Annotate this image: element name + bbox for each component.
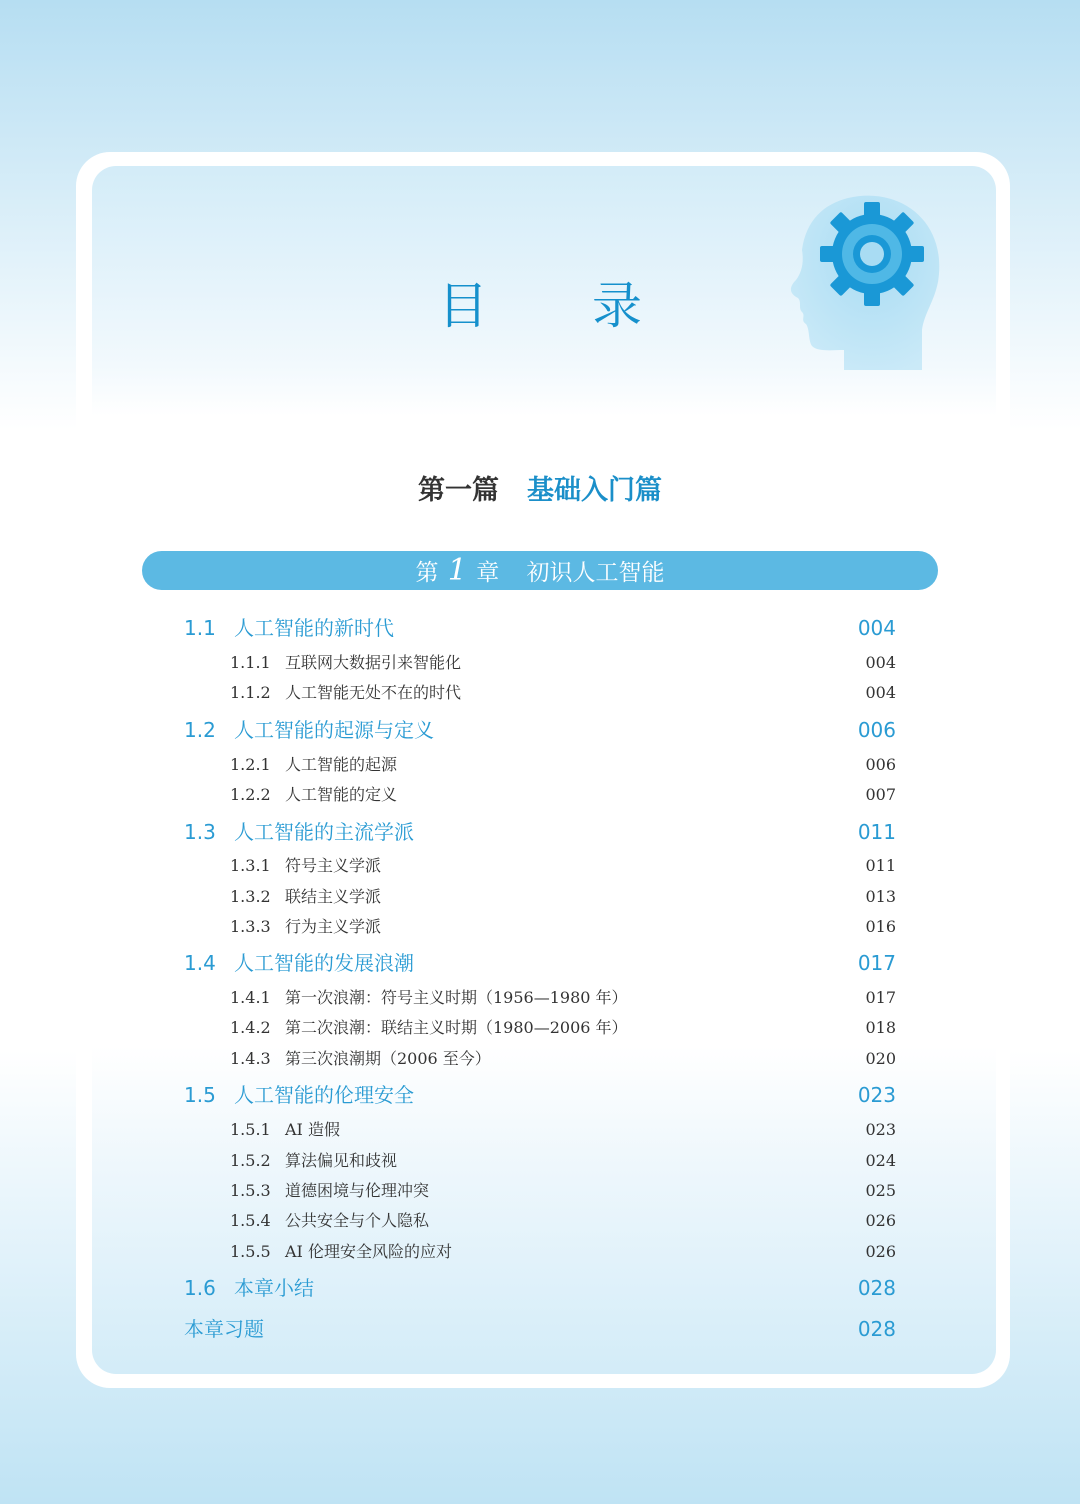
toc-subsection-row[interactable] bbox=[0, 1237, 1080, 1267]
subsection-number: 1.4.2 bbox=[230, 1018, 271, 1037]
subsection-page: 023 bbox=[865, 1120, 896, 1139]
part-heading bbox=[0, 468, 1080, 507]
subsection-page: 018 bbox=[865, 1018, 896, 1037]
section-number: 1.1 bbox=[184, 616, 216, 640]
subsection-title: 互联网大数据引来智能化 bbox=[285, 653, 462, 672]
toc-subsection-row[interactable] bbox=[0, 1176, 1080, 1206]
subsection-number: 1.1.2 bbox=[230, 683, 271, 702]
subsection-number: 1.1.1 bbox=[230, 653, 271, 672]
chapter-suffix: 章 bbox=[476, 560, 500, 586]
subsection-page: 004 bbox=[865, 683, 896, 702]
chapter-name: 初识人工智能 bbox=[526, 560, 665, 586]
toc-subsection-row[interactable] bbox=[0, 1013, 1080, 1043]
subsection-page: 017 bbox=[865, 988, 896, 1007]
toc-subsection-row[interactable] bbox=[0, 882, 1080, 912]
subsection-title: 算法偏见和歧视 bbox=[285, 1151, 398, 1170]
toc-subsection-row[interactable] bbox=[0, 1146, 1080, 1176]
subsection-number: 1.5.1 bbox=[230, 1120, 271, 1139]
toc-title: 目 录 bbox=[438, 277, 686, 335]
subsection-title: 公共安全与个人隐私 bbox=[285, 1211, 430, 1230]
subsection-title: 第三次浪潮期（2006 至今） bbox=[285, 1049, 491, 1068]
subsection-page: 011 bbox=[865, 856, 896, 875]
toc-subsection-row[interactable] bbox=[0, 912, 1080, 942]
subsection-page: 026 bbox=[865, 1211, 896, 1230]
subsection-page: 024 bbox=[865, 1151, 896, 1170]
subsection-number: 1.3.2 bbox=[230, 887, 271, 906]
subsection-title: 人工智能的定义 bbox=[285, 785, 398, 804]
toc-subsection-row[interactable] bbox=[0, 851, 1080, 881]
toc-subsection-row[interactable] bbox=[0, 780, 1080, 810]
section-page: 017 bbox=[857, 951, 896, 975]
subsection-page: 006 bbox=[865, 755, 896, 774]
chapter-prefix: 第 bbox=[415, 560, 439, 586]
subsection-page: 013 bbox=[865, 887, 896, 906]
subsection-number: 1.4.3 bbox=[230, 1049, 271, 1068]
subsection-title: 行为主义学派 bbox=[285, 917, 382, 936]
subsection-page: 020 bbox=[865, 1049, 896, 1068]
subsection-title: AI 伦理安全风险的应对 bbox=[285, 1242, 452, 1261]
section-number: 1.2 bbox=[184, 718, 216, 742]
section-number: 1.5 bbox=[184, 1083, 216, 1107]
section-title: 人工智能的起源与定义 bbox=[234, 718, 434, 742]
subsection-title: 第一次浪潮：符号主义时期（1956—1980 年） bbox=[285, 988, 628, 1007]
subsection-title: 人工智能的起源 bbox=[285, 755, 398, 774]
part-label: 第一篇 bbox=[418, 475, 499, 506]
subsection-title: 联结主义学派 bbox=[285, 887, 382, 906]
toc-subsection-row[interactable] bbox=[0, 648, 1080, 678]
toc-subsection-row[interactable] bbox=[0, 1206, 1080, 1236]
subsection-number: 1.3.3 bbox=[230, 917, 271, 936]
subsection-number: 1.5.3 bbox=[230, 1181, 271, 1200]
section-page: 028 bbox=[857, 1276, 896, 1300]
subsection-page: 016 bbox=[865, 917, 896, 936]
subsection-number: 1.5.2 bbox=[230, 1151, 271, 1170]
exercises-title: 本章习题 bbox=[184, 1317, 264, 1341]
subsection-title: 道德困境与伦理冲突 bbox=[285, 1181, 430, 1200]
section-page: 023 bbox=[857, 1083, 896, 1107]
section-title: 人工智能的主流学派 bbox=[234, 820, 414, 844]
exercises-page: 028 bbox=[857, 1317, 896, 1341]
toc-section-row[interactable] bbox=[0, 1273, 1080, 1303]
section-title: 人工智能的伦理安全 bbox=[234, 1083, 414, 1107]
subsection-number: 1.4.1 bbox=[230, 988, 271, 1007]
subsection-page: 004 bbox=[865, 653, 896, 672]
subsection-number: 1.2.2 bbox=[230, 785, 271, 804]
subsection-page: 026 bbox=[865, 1242, 896, 1261]
toc-subsection-row[interactable] bbox=[0, 750, 1080, 780]
toc-section-row[interactable] bbox=[0, 817, 1080, 847]
subsection-number: 1.5.5 bbox=[230, 1242, 271, 1261]
toc-subsection-row[interactable] bbox=[0, 1115, 1080, 1145]
toc-subsection-row[interactable] bbox=[0, 678, 1080, 708]
subsection-title: AI 造假 bbox=[285, 1120, 340, 1139]
toc-subsection-row[interactable] bbox=[0, 1044, 1080, 1074]
section-number: 1.3 bbox=[184, 820, 216, 844]
part-name: 基础入门篇 bbox=[527, 475, 662, 506]
section-page: 011 bbox=[857, 820, 896, 844]
section-number: 1.6 bbox=[184, 1276, 216, 1300]
subsection-number: 1.5.4 bbox=[230, 1211, 271, 1230]
toc-exercises-row[interactable] bbox=[0, 1314, 1080, 1344]
toc-section-row[interactable] bbox=[0, 613, 1080, 643]
toc-subsection-row[interactable] bbox=[0, 983, 1080, 1013]
subsection-page: 025 bbox=[865, 1181, 896, 1200]
chapter-number: 1 bbox=[447, 553, 467, 588]
subsection-title: 符号主义学派 bbox=[285, 856, 382, 875]
head-with-gear-icon bbox=[788, 190, 948, 372]
section-number: 1.4 bbox=[184, 951, 216, 975]
subsection-number: 1.2.1 bbox=[230, 755, 271, 774]
section-title: 人工智能的发展浪潮 bbox=[234, 951, 414, 975]
subsection-number: 1.3.1 bbox=[230, 856, 271, 875]
section-title: 本章小结 bbox=[234, 1276, 314, 1300]
section-page: 006 bbox=[857, 718, 896, 742]
subsection-page: 007 bbox=[865, 785, 896, 804]
subsection-title: 人工智能无处不在的时代 bbox=[285, 683, 462, 702]
toc-section-row[interactable] bbox=[0, 715, 1080, 745]
section-page: 004 bbox=[857, 616, 896, 640]
chapter-bar bbox=[142, 551, 938, 590]
toc-section-row[interactable] bbox=[0, 1080, 1080, 1110]
toc-section-row[interactable] bbox=[0, 948, 1080, 978]
section-title: 人工智能的新时代 bbox=[234, 616, 394, 640]
subsection-title: 第二次浪潮：联结主义时期（1980—2006 年） bbox=[285, 1018, 628, 1037]
